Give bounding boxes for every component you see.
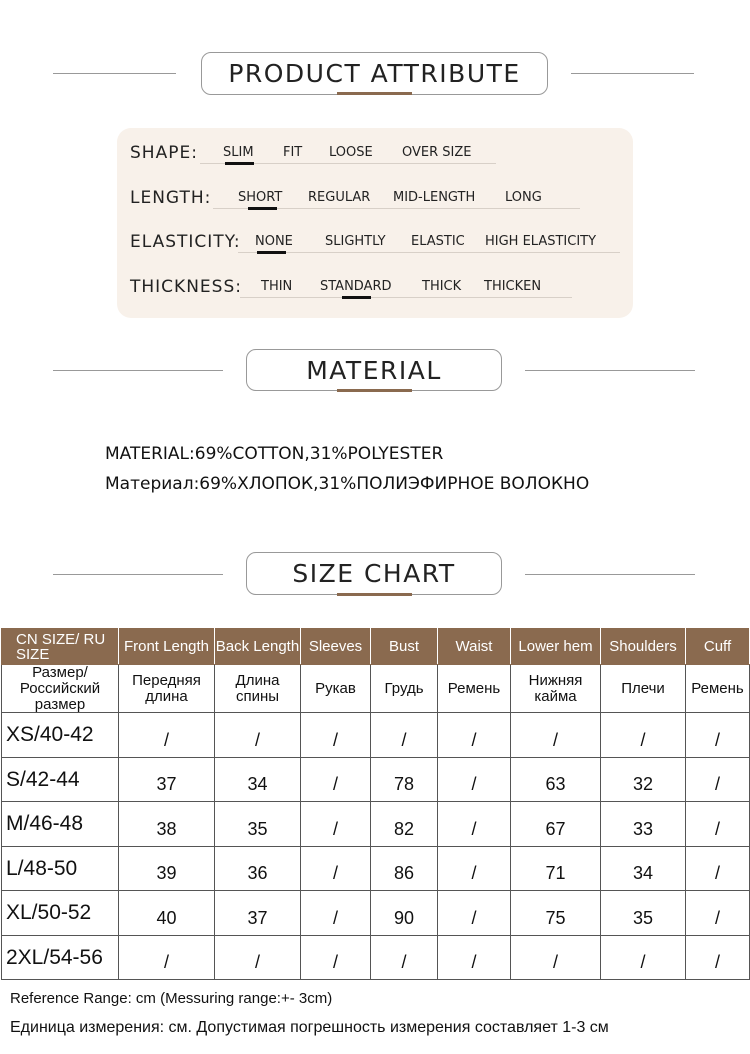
- attribute-label: ELASTICITY:: [130, 232, 241, 252]
- measurement-cell: 67: [511, 802, 601, 847]
- measurement-cell: 63: [511, 757, 601, 802]
- measurement-cell: 35: [215, 802, 301, 847]
- material-value: 69%ХЛОПОК,31%ПОЛИЭФИРНОЕ ВОЛОКНО: [199, 474, 590, 494]
- table-row: [2, 846, 750, 891]
- attribute-label: SHAPE:: [130, 143, 198, 163]
- measurement-cell: /: [371, 935, 438, 980]
- measurement-cell: 75: [511, 891, 601, 936]
- attribute-option: FIT: [283, 145, 303, 160]
- measurement-cell: 37: [119, 757, 215, 802]
- measurement-cell: /: [438, 802, 511, 847]
- measurement-cell: 39: [119, 846, 215, 891]
- measurement-cell: /: [119, 713, 215, 758]
- column-header-ru: Передняя длина: [119, 665, 215, 713]
- material-label: Материал:: [105, 474, 200, 494]
- measurement-cell: /: [686, 846, 750, 891]
- attribute-label: THICKNESS:: [130, 277, 242, 297]
- attribute-label: LENGTH:: [130, 188, 212, 208]
- size-cell: L/48-50: [2, 846, 119, 891]
- material-ru: [105, 474, 589, 494]
- measurement-cell: /: [511, 935, 601, 980]
- attribute-baseline: [238, 252, 620, 253]
- column-header: Bust: [371, 629, 438, 665]
- column-header-ru: Ремень: [686, 665, 750, 713]
- column-header: Shoulders: [601, 629, 686, 665]
- column-header-ru: Нижняя кайма: [511, 665, 601, 713]
- attribute-option: MID-LENGTH: [393, 190, 476, 205]
- title-accent: [337, 593, 412, 596]
- measurement-cell: 90: [371, 891, 438, 936]
- size-cell: XS/40-42: [2, 713, 119, 758]
- section-title-material: MATERIAL: [246, 349, 502, 391]
- measurement-cell: 82: [371, 802, 438, 847]
- divider: [571, 73, 694, 74]
- measurement-cell: /: [301, 713, 371, 758]
- measurement-cell: /: [438, 891, 511, 936]
- size-chart-table: [1, 628, 750, 980]
- attribute-option: LONG: [505, 190, 542, 205]
- attribute-option: LOOSE: [329, 145, 373, 160]
- measurement-cell: /: [438, 935, 511, 980]
- measurement-cell: 34: [601, 846, 686, 891]
- divider: [53, 73, 176, 74]
- measurement-cell: 34: [215, 757, 301, 802]
- column-header-ru: Плечи: [601, 665, 686, 713]
- selected-indicator: [248, 207, 277, 210]
- column-header: Lower hem: [511, 629, 601, 665]
- size-cell: 2XL/54-56: [2, 935, 119, 980]
- selected-indicator: [342, 296, 371, 299]
- measurement-cell: /: [301, 802, 371, 847]
- measurement-cell: /: [301, 891, 371, 936]
- material-label: MATERIAL:: [105, 444, 195, 464]
- column-header: Sleeves: [301, 629, 371, 665]
- size-cell: S/42-44: [2, 757, 119, 802]
- title-accent: [337, 92, 412, 95]
- material-en: [105, 444, 443, 464]
- section-title-size-chart: SIZE CHART: [246, 552, 502, 595]
- column-header: Waist: [438, 629, 511, 665]
- measurement-cell: /: [601, 935, 686, 980]
- measurement-cell: 86: [371, 846, 438, 891]
- column-header: Back Length: [215, 629, 301, 665]
- attribute-option: THICK: [422, 279, 462, 294]
- selected-indicator: [225, 162, 254, 165]
- measurement-cell: 32: [601, 757, 686, 802]
- section-title-attribute: PRODUCT ATTRIBUTE: [201, 52, 548, 95]
- size-cell: M/46-48: [2, 802, 119, 847]
- attribute-option: STANDARD: [320, 279, 392, 294]
- material-value: 69%COTTON,31%POLYESTER: [194, 444, 444, 464]
- column-header: CN SIZE/ RU SIZE: [2, 629, 119, 665]
- measurement-cell: /: [215, 713, 301, 758]
- table-row: [2, 713, 750, 758]
- measurement-cell: /: [438, 846, 511, 891]
- column-header-ru: Длина спины: [215, 665, 301, 713]
- column-header-ru: Грудь: [371, 665, 438, 713]
- attribute-option: THICKEN: [484, 279, 542, 294]
- table-row: [2, 802, 750, 847]
- divider: [53, 370, 223, 371]
- attribute-option: SHORT: [238, 190, 283, 205]
- divider: [525, 370, 695, 371]
- measurement-cell: /: [686, 891, 750, 936]
- measurement-cell: /: [686, 757, 750, 802]
- footer-ru: Единица измерения: см. Допустимая погрешность измерения составляет 1-3 см: [10, 1019, 609, 1036]
- measurement-cell: /: [215, 935, 301, 980]
- measurement-cell: /: [119, 935, 215, 980]
- attribute-option: SLIGHTLY: [325, 234, 386, 249]
- measurement-cell: /: [301, 935, 371, 980]
- table-row: [2, 935, 750, 980]
- attribute-baseline: [240, 297, 572, 298]
- attribute-option: THIN: [261, 279, 293, 294]
- column-header-ru: Ремень: [438, 665, 511, 713]
- title-accent: [337, 389, 412, 392]
- measurement-cell: 40: [119, 891, 215, 936]
- attribute-option: ELASTIC: [411, 234, 465, 249]
- attribute-option: SLIM: [223, 145, 254, 160]
- selected-indicator: [257, 251, 286, 254]
- attribute-option: NONE: [255, 234, 293, 249]
- measurement-cell: /: [511, 713, 601, 758]
- measurement-cell: 71: [511, 846, 601, 891]
- measurement-cell: 36: [215, 846, 301, 891]
- measurement-cell: /: [438, 713, 511, 758]
- attribute-option: HIGH ELASTICITY: [485, 234, 597, 249]
- measurement-cell: /: [686, 713, 750, 758]
- column-header-ru: Размер/ Российский размер: [2, 665, 119, 713]
- measurement-cell: 33: [601, 802, 686, 847]
- measurement-cell: /: [371, 713, 438, 758]
- table-row: [2, 891, 750, 936]
- measurement-cell: /: [301, 846, 371, 891]
- measurement-cell: 78: [371, 757, 438, 802]
- size-cell: XL/50-52: [2, 891, 119, 936]
- column-header-ru: Рукав: [301, 665, 371, 713]
- column-header: Front Length: [119, 629, 215, 665]
- measurement-cell: /: [601, 713, 686, 758]
- measurement-cell: /: [686, 802, 750, 847]
- measurement-cell: 38: [119, 802, 215, 847]
- divider: [525, 574, 695, 575]
- attribute-option: REGULAR: [308, 190, 371, 205]
- table-row: [2, 757, 750, 802]
- measurement-cell: 37: [215, 891, 301, 936]
- measurement-cell: /: [301, 757, 371, 802]
- column-header: Cuff: [686, 629, 750, 665]
- attribute-option: OVER SIZE: [402, 145, 472, 160]
- divider: [53, 574, 223, 575]
- measurement-cell: 35: [601, 891, 686, 936]
- measurement-cell: /: [438, 757, 511, 802]
- measurement-cell: /: [686, 935, 750, 980]
- footer-en: Reference Range: cm (Messuring range:+- 3cm): [10, 990, 333, 1007]
